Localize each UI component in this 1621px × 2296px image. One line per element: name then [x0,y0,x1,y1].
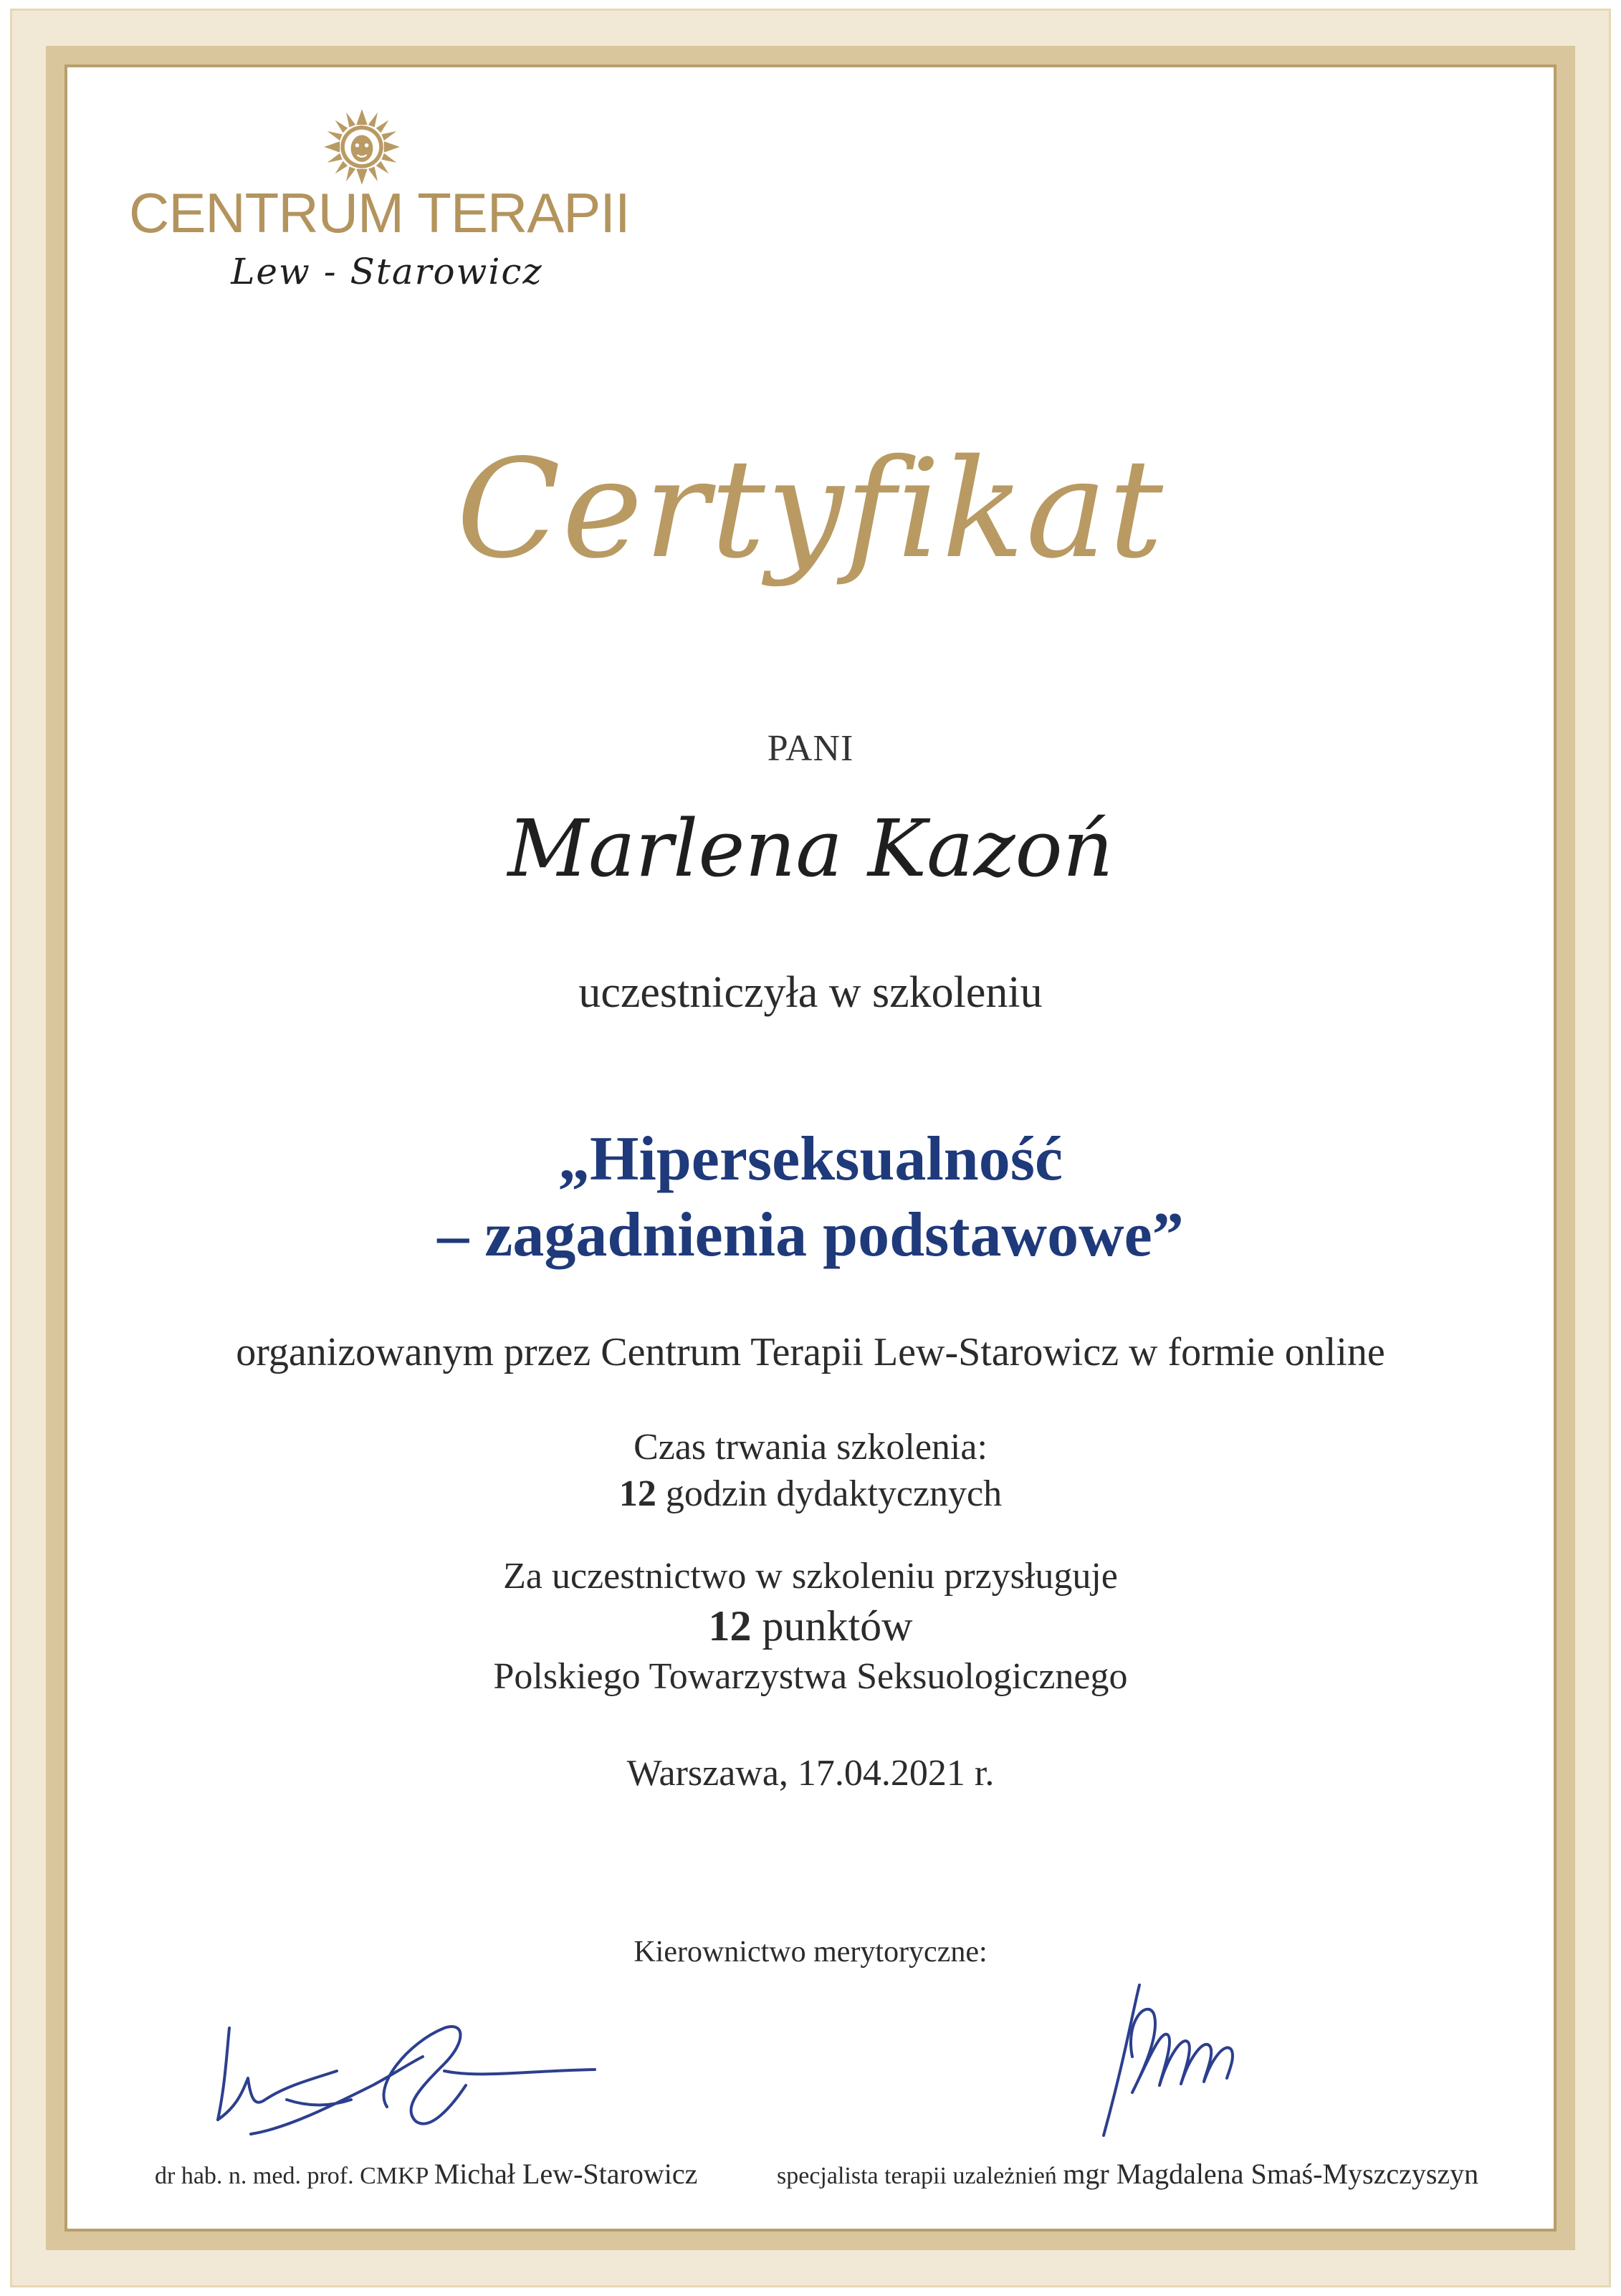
course-title-line-2: – zagadnienia podstawowe” [437,1200,1184,1270]
signature-1 [208,1999,609,2143]
points-unit: punktów [762,1602,913,1650]
points-intro: Za uczestnictwo w szkoleniu przysługuje [503,1556,1118,1597]
organizer-statement: organizowanym przez Centrum Terapii Lew-Starowicz w formie online [236,1330,1385,1374]
participation-statement: uczestniczyła w szkoleniu [578,968,1043,1017]
duration-value-line [0,1473,1621,1515]
lion-sun-icon [322,107,401,186]
points-organization: Polskiego Towarzystwa Seksuologicznego [493,1656,1128,1697]
signatory-1-title: dr hab. n. med. prof. CMKP [155,2163,429,2189]
course-title-line-1: „Hiperseksualność [558,1124,1063,1194]
duration-hours: 12 [618,1473,656,1514]
points-count: 12 [708,1602,752,1650]
duration-unit: godzin dydaktycznych [665,1473,1003,1514]
logo-title: CENTRUM TERAPII [129,181,630,244]
signatory-1-name: Michał Lew-Starowicz [434,2158,698,2190]
points-value-line [0,1602,1621,1651]
certificate-title: Certyfikat [456,430,1165,588]
signatory-2 [777,2157,1478,2191]
logo-subtitle: Lew - Starowicz [231,251,543,292]
duration-label: Czas trwania szkolenia: [633,1427,988,1468]
signatory-2-name: mgr Magdalena Smaś-Myszczyszyn [1063,2158,1479,2190]
management-label: Kierownictwo merytoryczne: [633,1936,988,1969]
place-date: Warszawa, 17.04.2021 r. [626,1753,995,1794]
logo [129,100,630,292]
signatory-2-title: specjalista terapii uzależnień [777,2163,1057,2189]
course-title [0,1121,1621,1273]
signature-2 [1089,1971,1254,2143]
recipient-name: Marlena Kazoń [507,803,1114,894]
signatory-1 [155,2157,697,2191]
salutation: PANI [767,728,854,769]
